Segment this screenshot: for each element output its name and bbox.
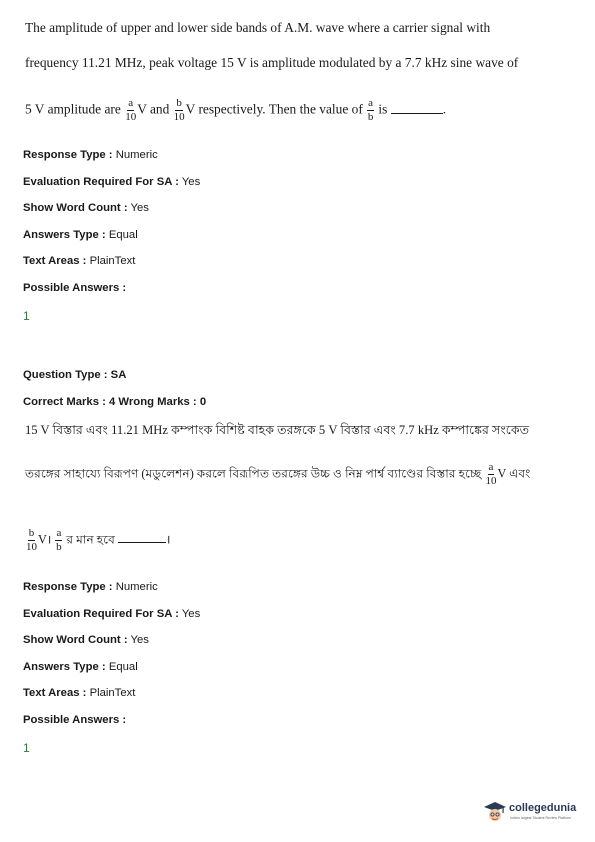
q1-possible-answer: 1 — [23, 309, 30, 323]
collegedunia-logo — [483, 800, 583, 826]
q1-line-3-d: is — [378, 101, 388, 117]
q2-marks — [23, 396, 206, 408]
q2-line-1: 15 V বিস্তার এবং 11.21 MHz কম্পাংক বিশিষ্ট বাহক তরঙ্গকে 5 V বিস্তার এবং 7.7 kHz কম্পাঙ্কের সংকেত — [25, 423, 530, 437]
q1-line-3-b: V and — [137, 101, 170, 117]
value: SA — [110, 369, 127, 381]
fraction-denominator: 10 — [125, 111, 137, 123]
q2-text-areas — [23, 687, 135, 699]
graduate-mascot-icon — [483, 800, 507, 824]
q2-line-2 — [25, 462, 573, 487]
fraction-numerator: a — [368, 97, 374, 109]
value: Numeric — [115, 581, 158, 593]
value: Yes — [130, 634, 149, 646]
logo-tagline: India's largest Student Review Platform — [510, 816, 571, 820]
label: Response Type : — [23, 581, 113, 593]
q2-possible-answer: 1 — [23, 741, 30, 755]
q2-line-3-a: V। — [38, 532, 52, 547]
fraction-a-over-b — [367, 98, 374, 123]
fraction-numerator: a — [128, 97, 134, 109]
label: Evaluation Required For SA : — [23, 176, 179, 188]
q2-answers-type — [23, 661, 138, 673]
value: Equal — [108, 661, 138, 673]
fraction-denominator: b — [56, 541, 62, 553]
fraction-denominator: 10 — [173, 111, 185, 123]
fraction-a-over-b — [55, 528, 62, 553]
value: Yes — [181, 608, 201, 620]
label: Possible Answers : — [23, 282, 127, 294]
fraction-b-over-10 — [174, 98, 185, 123]
fraction-b-over-10 — [26, 528, 37, 553]
value: Yes — [130, 202, 149, 214]
value: PlainText — [89, 687, 136, 699]
marks-text: Correct Marks : 4 Wrong Marks : 0 — [23, 396, 207, 408]
q1-line-3: 5 V amplitude are $\frac{a}{10}$ V and $\frac{b}{10}$ V respectively. Then the value of $\frac{a}{b}$ is . — [25, 97, 447, 123]
q2-line-2-a: তরঙ্গের সাহায্যে বিরূপণ (মডুলেশন) করলে বিরূপিত তরঙ্গের উচ্চ ও নিম্ন পার্শ্ব ব্যাণ্ডের বিস্তার হচ্ছে — [25, 466, 482, 481]
fraction-a-over-10 — [485, 462, 496, 487]
fraction-numerator: a — [56, 527, 62, 539]
label: Possible Answers : — [23, 714, 127, 726]
q1-evaluation-required — [23, 176, 200, 188]
label: Show Word Count : — [23, 634, 128, 646]
fraction-numerator: b — [176, 97, 182, 109]
fraction-numerator: b — [28, 527, 35, 539]
fraction-a-over-10 — [125, 98, 136, 123]
q1-answers-type — [23, 229, 138, 241]
fraction-numerator: a — [488, 461, 494, 473]
q2-response-type — [23, 581, 158, 593]
q2-show-word-count — [23, 634, 149, 646]
q2-line-3 — [25, 528, 573, 553]
label: Show Word Count : — [23, 202, 128, 214]
q2-line-3-b: র মান হবে — [66, 532, 115, 547]
q1-response-type — [23, 149, 158, 161]
logo-name: collegedunia — [509, 802, 577, 814]
label: Response Type : — [23, 149, 113, 161]
fraction-denominator: 10 — [26, 541, 37, 553]
fraction-denominator: 10 — [485, 475, 497, 487]
answer-blank — [391, 103, 443, 114]
q1-possible-answers-label — [23, 282, 126, 294]
q1-line-3-a: 5 V amplitude are — [25, 101, 121, 117]
q1-line-3-c: V respectively. Then the value of — [185, 101, 363, 117]
q2-line-3-end: । — [165, 532, 171, 547]
fraction-denominator: b — [367, 111, 374, 123]
q2-line-2-b: V এবং — [497, 466, 531, 481]
label: Answers Type : — [23, 661, 106, 673]
label: Answers Type : — [23, 229, 106, 241]
value: PlainText — [89, 255, 136, 267]
q1-show-word-count — [23, 202, 149, 214]
q2-possible-answers-label — [23, 714, 126, 726]
q1-line-1: The amplitude of upper and lower side bands of A.M. wave where a carrier signal with — [25, 20, 491, 35]
label: Evaluation Required For SA : — [23, 608, 179, 620]
answer-blank — [118, 532, 166, 543]
q2-evaluation-required — [23, 608, 200, 620]
value: Numeric — [115, 149, 158, 161]
q1-line-2: frequency 11.21 MHz, peak voltage 15 V is amplitude modulated by a 7.7 kHz sine wave of — [25, 55, 519, 70]
value: Equal — [108, 229, 138, 241]
value: Yes — [181, 176, 201, 188]
q1-text-areas — [23, 255, 135, 267]
q2-question-type — [23, 369, 126, 381]
label: Text Areas : — [23, 255, 87, 267]
label: Question Type : — [23, 369, 108, 381]
label: Text Areas : — [23, 687, 87, 699]
